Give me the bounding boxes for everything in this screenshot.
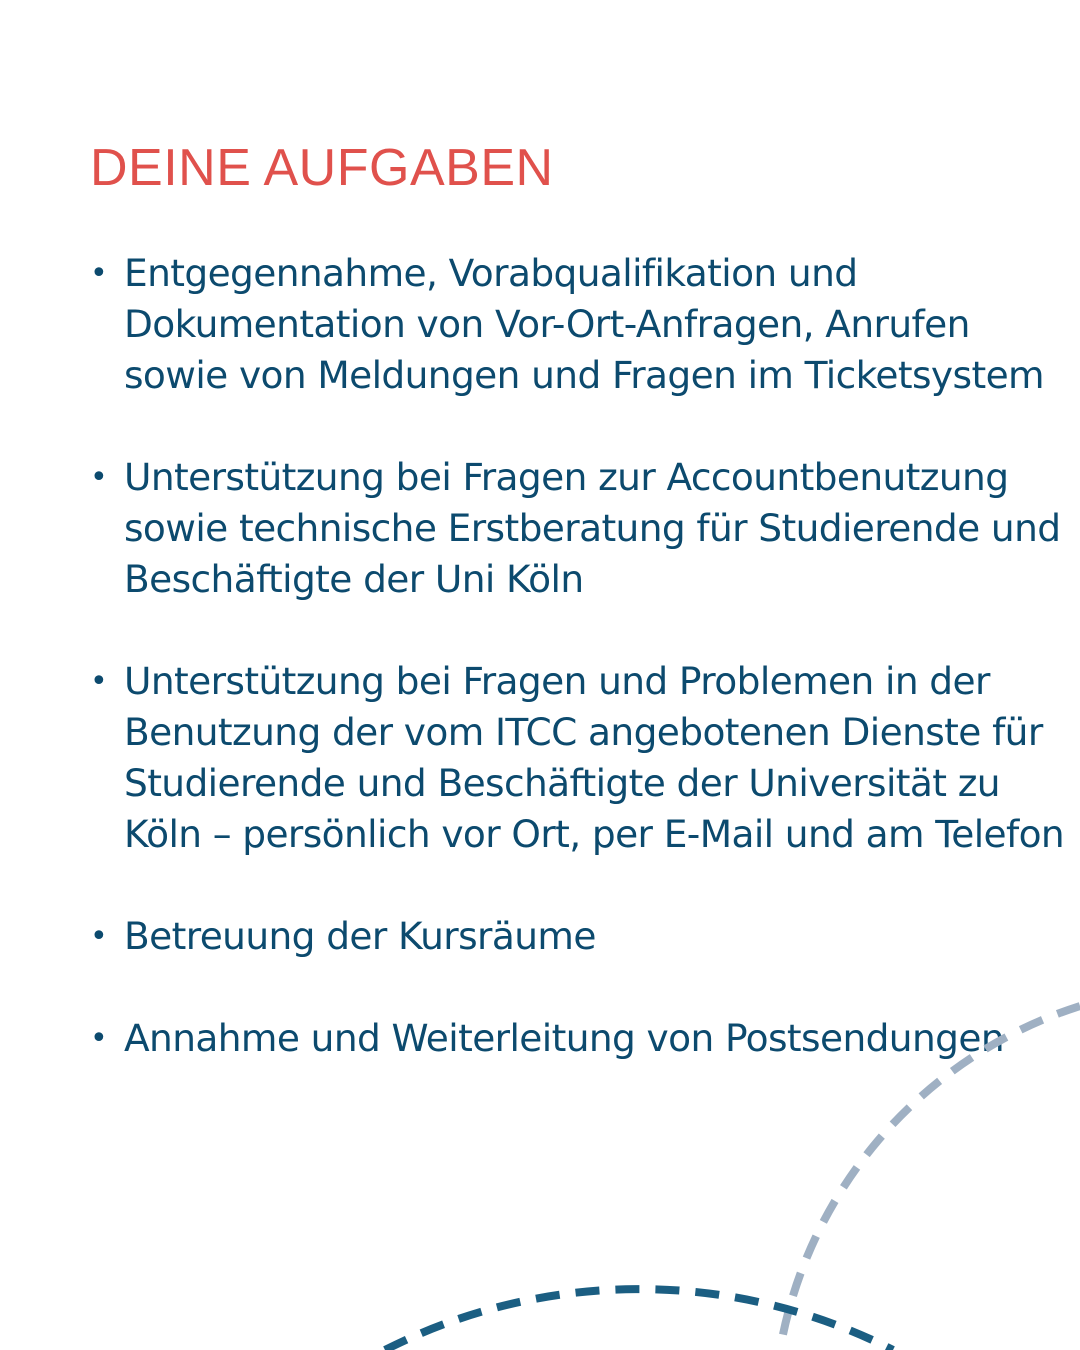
list-item: [90, 248, 1065, 401]
list-item: [90, 452, 1065, 605]
list-item: [90, 656, 1065, 860]
bullet-icon: •: [90, 256, 108, 291]
task-text: Unterstützung bei Fragen zur Accountbenutzung sowie technische Erstberatung für Studierende und Beschäftigte der Uni Köln: [124, 455, 1061, 601]
bullet-icon: •: [90, 919, 108, 954]
task-list: [90, 248, 1065, 1064]
task-text: Annahme und Weiterleitung von Postsendungen: [124, 1016, 1004, 1060]
task-text: Unterstützung bei Fragen und Problemen in der Benutzung der vom ITCC angebotenen Dienste für Studierende und Beschäftigte der Universität zu Köln – persönlich vor Ort, per E-Mail und am Telefon: [124, 659, 1065, 856]
page-title: DEINE AUFGABEN: [90, 139, 554, 197]
task-text: Betreuung der Kursräume: [124, 914, 596, 958]
bullet-icon: •: [90, 460, 108, 495]
bullet-icon: •: [90, 1021, 108, 1056]
list-item: [90, 911, 1065, 962]
task-text: Entgegennahme, Vorabqualifikation und Dokumentation von Vor-Ort-Anfragen, Anrufen sowie von Meldungen und Fragen im Ticketsystem: [124, 251, 1044, 397]
dark-dashed-arc: [385, 1289, 893, 1350]
bullet-icon: •: [90, 664, 108, 699]
list-item: [90, 1013, 1065, 1064]
